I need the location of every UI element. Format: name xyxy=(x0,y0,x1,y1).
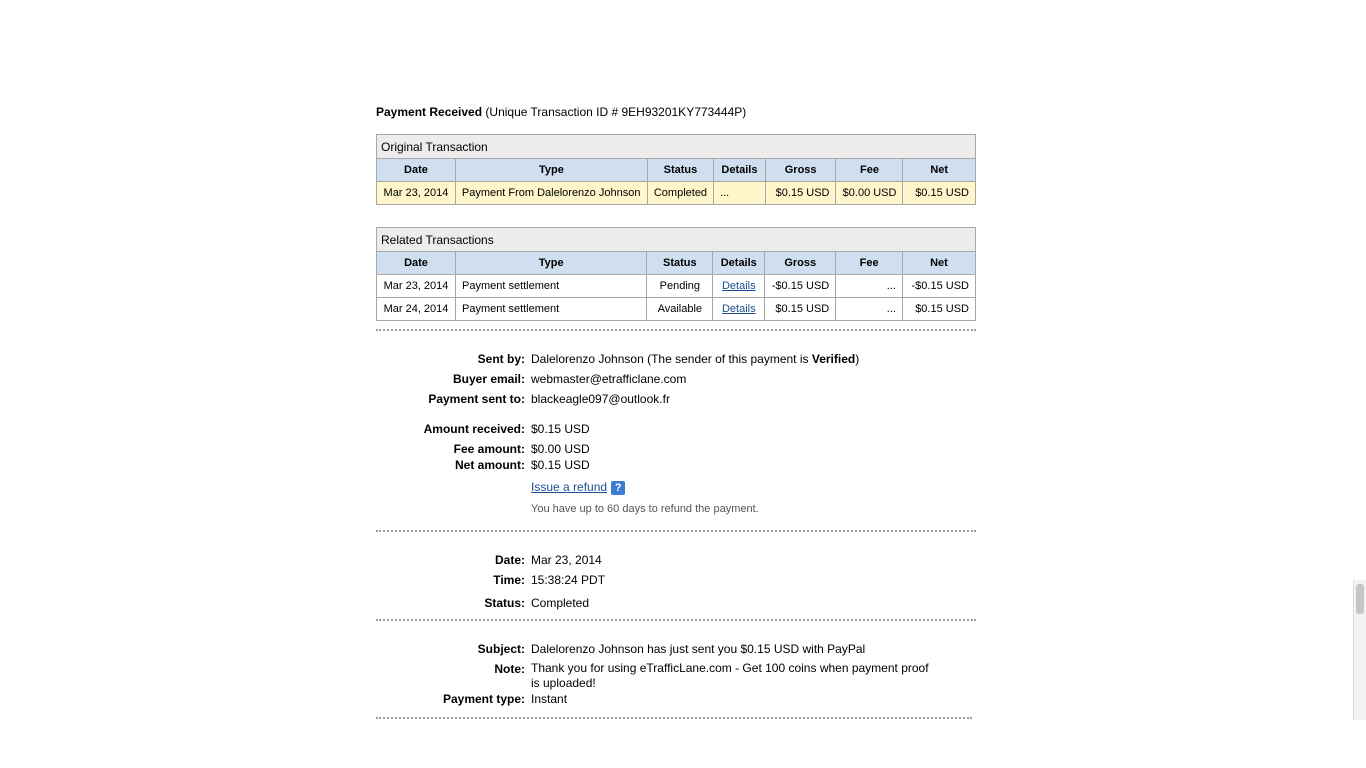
cell-gross: -$0.15 USD xyxy=(765,275,836,298)
amount-received-label: Amount received: xyxy=(423,422,525,436)
net-amount-row xyxy=(376,457,976,473)
sent-by-label: Sent by: xyxy=(477,352,525,366)
col-details: Details xyxy=(713,252,765,275)
status-row xyxy=(376,595,976,611)
note-label: Note: xyxy=(494,662,525,676)
col-details: Details xyxy=(714,159,766,182)
cell-date: Mar 24, 2014 xyxy=(377,298,456,321)
col-status: Status xyxy=(647,159,713,182)
cell-net: $0.15 USD xyxy=(903,182,976,205)
refund-note-row xyxy=(376,501,976,517)
cell-date: Mar 23, 2014 xyxy=(377,275,456,298)
transaction-id: (Unique Transaction ID # 9EH93201KY773444P) xyxy=(485,105,747,119)
note-row xyxy=(376,661,976,691)
details-link[interactable]: Details xyxy=(721,303,756,315)
col-net: Net xyxy=(902,252,975,275)
cell-gross: $0.15 USD xyxy=(765,298,836,321)
refund-row xyxy=(376,479,976,495)
cell-fee: ... xyxy=(836,275,903,298)
amount-received-value: $0.15 USD xyxy=(531,422,590,436)
note-value xyxy=(531,661,951,691)
cell-type: Payment settlement xyxy=(455,275,646,298)
table-row xyxy=(377,275,976,298)
related-transactions-table xyxy=(376,227,976,321)
cell-details: ... xyxy=(714,182,766,205)
original-transaction-caption: Original Transaction xyxy=(377,135,976,159)
related-transactions-caption: Related Transactions xyxy=(377,228,976,252)
col-type: Type xyxy=(455,159,647,182)
payment-type-value: Instant xyxy=(531,692,568,706)
buyer-email-value: webmaster@etrafficlane.com xyxy=(531,372,687,386)
fee-amount-row xyxy=(376,441,976,457)
transaction-details xyxy=(376,104,976,719)
subject-label: Subject: xyxy=(477,642,525,656)
time-value: 15:38:24 PDT xyxy=(531,573,606,587)
verified-status: Verified xyxy=(811,352,856,366)
divider xyxy=(376,717,972,719)
help-icon[interactable]: ? xyxy=(611,481,625,495)
sent-to-row xyxy=(376,391,976,407)
cell-status: Pending xyxy=(647,275,713,298)
original-transaction-table xyxy=(376,134,976,205)
cell-status: Completed xyxy=(647,182,713,205)
table-row xyxy=(377,298,976,321)
col-fee: Fee xyxy=(836,159,903,182)
net-amount-value: $0.15 USD xyxy=(531,458,590,472)
col-gross: Gross xyxy=(765,252,836,275)
payment-type-row xyxy=(376,691,976,707)
date-label: Date: xyxy=(494,553,525,567)
scrollbar-thumb[interactable] xyxy=(1356,584,1364,614)
sent-by-row xyxy=(376,351,976,367)
cell-gross: $0.15 USD xyxy=(765,182,836,205)
col-date: Date xyxy=(377,159,456,182)
cell-fee: $0.00 USD xyxy=(836,182,903,205)
sent-by-value xyxy=(531,351,951,367)
cell-details xyxy=(713,298,765,321)
col-date: Date xyxy=(377,252,456,275)
col-type: Type xyxy=(455,252,646,275)
buyer-email-label: Buyer email: xyxy=(452,372,525,386)
amount-received-row xyxy=(376,421,976,437)
sent-to-label: Payment sent to: xyxy=(428,392,525,406)
cell-type: Payment settlement xyxy=(455,298,646,321)
fee-amount-label: Fee amount: xyxy=(453,442,525,456)
table-header-row xyxy=(377,159,976,182)
col-fee: Fee xyxy=(836,252,903,275)
note-line-2: is uploaded! xyxy=(531,676,596,690)
col-gross: Gross xyxy=(765,159,836,182)
note-line-1: Thank you for using eTrafficLane.com - Get 100 coins when payment proof xyxy=(531,661,929,675)
sender-note-end: ) xyxy=(855,352,860,366)
status-label: Status: xyxy=(484,596,525,610)
cell-net: $0.15 USD xyxy=(902,298,975,321)
cell-net: -$0.15 USD xyxy=(902,275,975,298)
refund-note: You have up to 60 days to refund the payment. xyxy=(531,503,759,515)
date-value: Mar 23, 2014 xyxy=(531,553,602,567)
status-value: Completed xyxy=(531,596,590,610)
sender-note: (The sender of this payment is xyxy=(647,352,809,366)
table-header-row xyxy=(377,252,976,275)
cell-date: Mar 23, 2014 xyxy=(377,182,456,205)
issue-refund-link[interactable]: Issue a refund xyxy=(531,480,608,494)
sender-name: Dalelorenzo Johnson xyxy=(531,352,644,366)
payment-type-label: Payment type: xyxy=(442,692,525,706)
cell-fee: ... xyxy=(836,298,903,321)
page-title xyxy=(376,104,976,120)
net-amount-label: Net amount: xyxy=(455,458,525,472)
time-label: Time: xyxy=(493,573,525,587)
subject-value: Dalelorenzo Johnson has just sent you $0.15 USD with PayPal xyxy=(531,642,866,656)
sent-to-value: blackeagle097@outlook.fr xyxy=(531,392,670,406)
time-row xyxy=(376,572,976,588)
page-title-label: Payment Received xyxy=(376,105,483,119)
col-net: Net xyxy=(903,159,976,182)
table-row xyxy=(377,182,976,205)
buyer-email-row xyxy=(376,371,976,387)
date-row xyxy=(376,552,976,568)
fee-amount-value: $0.00 USD xyxy=(531,442,590,456)
col-status: Status xyxy=(647,252,713,275)
scrollbar[interactable] xyxy=(1353,580,1366,720)
subject-row xyxy=(376,641,976,657)
cell-details xyxy=(713,275,765,298)
details-link[interactable]: Details xyxy=(721,280,756,292)
cell-status: Available xyxy=(647,298,713,321)
cell-type: Payment From Dalelorenzo Johnson xyxy=(455,182,647,205)
